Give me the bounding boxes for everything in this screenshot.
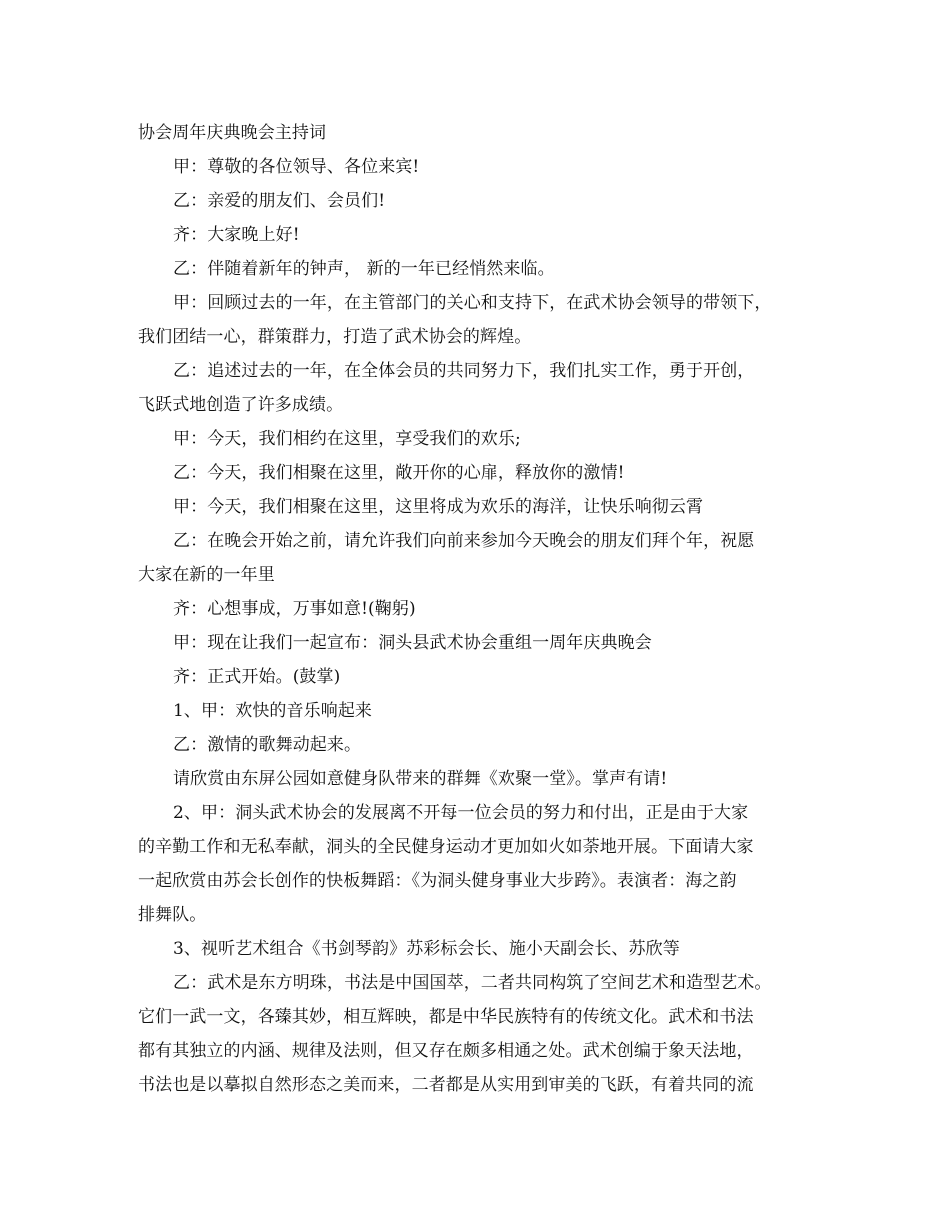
paragraph-line: 乙：亲爱的朋友们、会员们! <box>173 191 386 211</box>
paragraph-line: 齐：大家晚上好! <box>173 225 300 245</box>
paragraph-line: 齐：心想事成，万事如意!(鞠躬) <box>173 599 416 619</box>
paragraph-continuation-line: 的辛勤工作和无私奉献，洞头的全民健身运动才更加如火如荼地开展。下面请大家 <box>138 837 754 857</box>
paragraph-continuation-line: 飞跃式地创造了许多成绩。 <box>138 395 344 415</box>
paragraph-line: 2、甲：洞头武术协会的发展离不开每一位会员的努力和付出，正是由于大家 <box>173 803 749 823</box>
document-title: 协会周年庆典晚会主持词 <box>138 123 327 143</box>
paragraph-continuation-line: 书法也是以摹拟自然形态之美而来，二者都是从实用到审美的飞跃，有着共同的流 <box>138 1075 754 1095</box>
paragraph-continuation-line: 一起欣赏由苏会长创作的快板舞蹈：《为洞头健身事业大步跨》。表演者：海之韵 <box>138 871 737 891</box>
paragraph-line: 乙：今天，我们相聚在这里，敞开你的心扉，释放你的激情! <box>173 463 625 483</box>
paragraph-continuation-line: 我们团结一心，群策群力，打造了武术协会的辉煌。 <box>138 327 532 347</box>
paragraph-line: 3、视听艺术组合《书剑琴韵》苏彩标会长、施小天副会长、苏欣等 <box>173 939 680 959</box>
paragraph-line: 甲：今天，我们相约在这里，享受我们的欢乐; <box>173 429 521 449</box>
paragraph-line: 乙：武术是东方明珠，书法是中国国萃，二者共同构筑了空间艺术和造型艺术。 <box>173 973 772 993</box>
paragraph-continuation-line: 排舞队。 <box>138 905 207 925</box>
paragraph-line: 乙：激情的歌舞动起来。 <box>173 735 362 755</box>
paragraph-continuation-line: 大家在新的一年里 <box>138 565 275 585</box>
paragraph-line: 甲：尊敬的各位领导、各位来宾! <box>173 157 420 177</box>
document-body <box>138 116 828 1102</box>
document-lines <box>138 150 828 1102</box>
paragraph-line: 请欣赏由东屏公园如意健身队带来的群舞《欢聚一堂》。掌声有请! <box>173 769 668 789</box>
paragraph-line: 甲：现在让我们一起宣布：洞头县武术协会重组一周年庆典晚会 <box>173 633 652 653</box>
paragraph-continuation-line: 它们一武一文，各臻其妙，相互辉映，都是中华民族特有的传统文化。武术和书法 <box>138 1007 754 1027</box>
paragraph-line: 齐：正式开始。(鼓掌) <box>173 667 341 687</box>
paragraph-line: 乙：在晚会开始之前，请允许我们向前来参加今天晚会的朋友们拜个年，祝愿 <box>173 531 755 551</box>
paragraph-line: 乙：伴随着新年的钟声， 新的一年已经悄然来临。 <box>173 259 555 279</box>
paragraph-continuation-line: 都有其独立的内涵、规律及法则，但又存在颇多相通之处。武术创编于象天法地， <box>138 1041 754 1061</box>
paragraph-line: 甲：今天，我们相聚在这里，这里将成为欢乐的海洋，让快乐响彻云霄 <box>173 497 704 517</box>
paragraph-line: 乙：追述过去的一年，在全体会员的共同努力下，我们扎实工作，勇于开创， <box>173 361 755 381</box>
paragraph-line: 甲：回顾过去的一年，在主管部门的关心和支持下，在武术协会领导的带领下， <box>173 293 772 313</box>
paragraph-line: 1、甲：欢快的音乐响起来 <box>173 701 373 721</box>
